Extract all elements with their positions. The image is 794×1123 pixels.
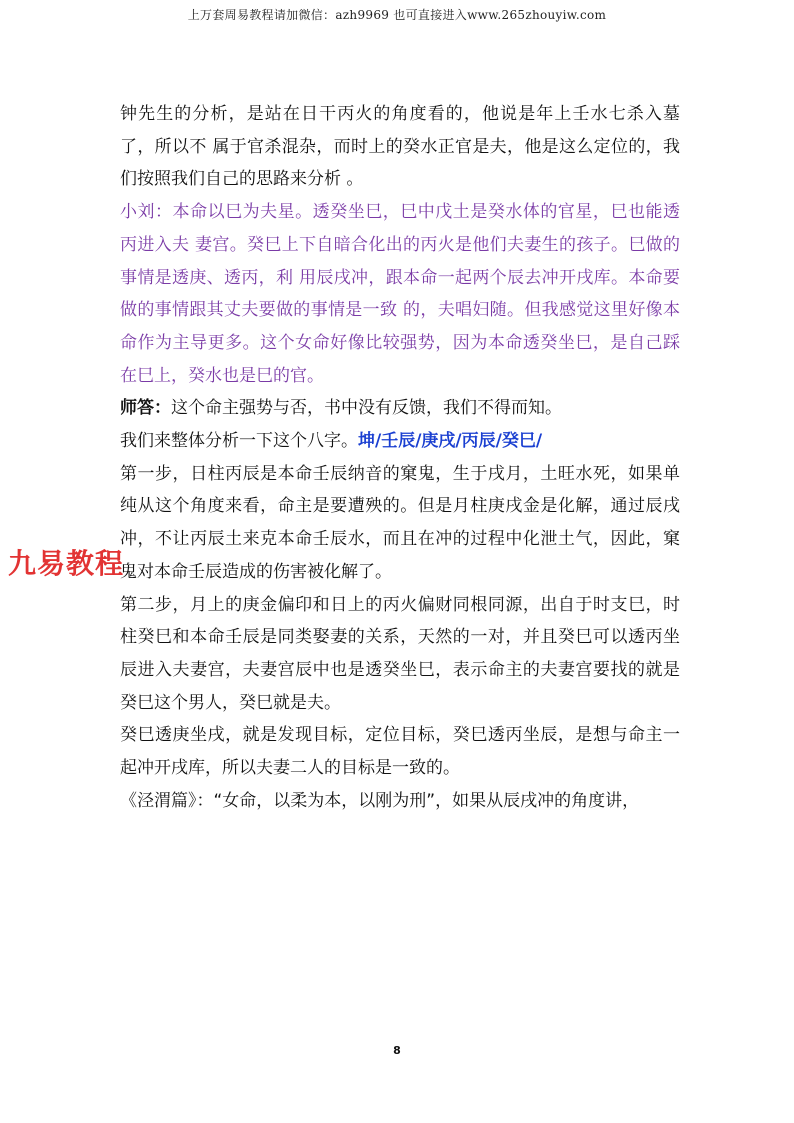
bazi-chart-text: 坤/壬辰/庚戌/丙辰/癸巳/ (358, 431, 543, 452)
paragraph-xiaoliu-comment: 小刘：本命以巳为夫星。透癸坐巳，巳中戊土是癸水体的官星，巳也能透丙进入夫 妻宫。癸巳上下自暗合化出的丙火是他们夫妻生的孩子。巳做的事情是透庚、透丙，利 用辰戌冲，跟本命一起两个辰去冲开戌库。本命要做的事情跟其丈夫要做的事情是一致 的，夫唱妇随。但我感觉这里好像本命作为主导更多。这个女命好像比较强势，因为本命透癸坐巳，是自己踩在巳上，癸水也是巳的官。 (120, 202, 680, 386)
paragraph-analysis-intro: 钟先生的分析，是站在日干丙火的角度看的，他说是年上壬水七杀入墓了，所以不 属于官杀混杂，而时上的癸水正官是夫，他是这么定位的，我们按照我们自己的思路来分析 。 (120, 104, 680, 190)
teacher-answer-text: 这个命主强势与否，书中没有反馈，我们不得而知。 (171, 398, 562, 419)
page-number: 8 (393, 1044, 401, 1057)
paragraph-target: 癸巳透庚坐戌，就是发现目标，定位目标，癸巳透丙坐辰，是想与命主一起冲开戌库，所以夫妻二人的目标是一致的。 (120, 725, 680, 779)
document-body (120, 98, 680, 817)
paragraph-jingwei-quote: 《泾渭篇》：“女命，以柔为本，以刚为刑”，如果从辰戌冲的角度讲， (120, 790, 640, 811)
watermark-logo: 九易教程 (8, 547, 125, 580)
paragraph-overall-analysis (120, 425, 680, 458)
paragraph-step-two: 第二步，月上的庚金偏印和日上的丙火偏财同根同源，出自于时支巳，时柱癸巳和本命壬辰是同类娶妻的关系，天然的一对，并且癸巳可以透丙坐辰进入夫妻宫，夫妻宫辰中也是透癸坐巳，表示命主的夫妻宫要找的就是癸巳这个男人，癸巳就是夫。 (120, 594, 680, 713)
paragraph-step-one: 第一步，日柱丙辰是本命壬辰纳音的窠鬼，生于戌月，土旺水死，如果单纯从这个角度来看，命主是要遭殃的。但是月柱庚戌金是化解，通过辰戌冲，不让丙辰土来克本命壬辰水，而且在冲的过程中化泄土气，因此，窠鬼对本命壬辰造成的伤害被化解了。 (120, 463, 680, 582)
teacher-label: 师答： (120, 398, 171, 419)
page-header: 上万套周易教程请加微信：azh9969 也可直接进入www.265zhouyiw.com (187, 8, 607, 22)
paragraph-teacher-answer (120, 392, 680, 425)
overall-analysis-text: 我们来整体分析一下这个八字。 (120, 431, 358, 452)
